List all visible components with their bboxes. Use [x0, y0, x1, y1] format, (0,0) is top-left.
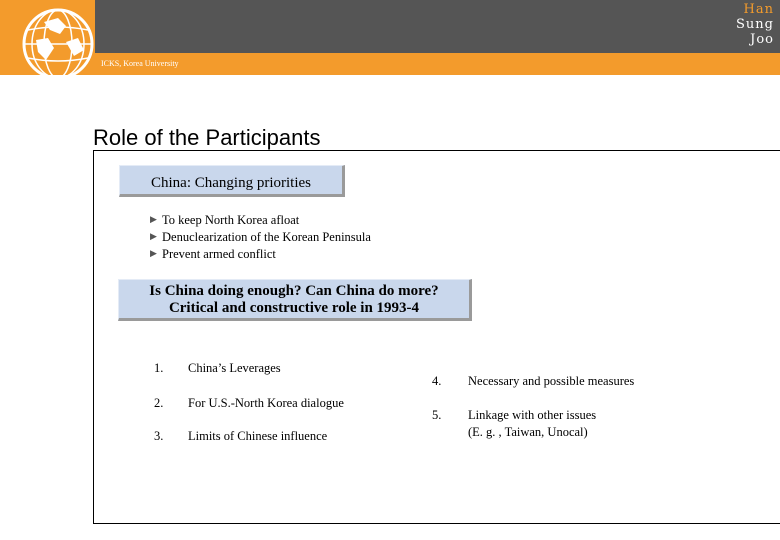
arrow-bullet-icon: ▶ — [150, 215, 157, 225]
org-label: ICKS, Korea University — [101, 59, 179, 68]
item-number: 4. — [432, 374, 442, 388]
author-line-2: Sung — [736, 17, 774, 32]
list-item — [150, 246, 371, 263]
arrow-bullet-icon: ▶ — [150, 249, 157, 259]
bullet-text: To keep North Korea afloat — [162, 213, 300, 227]
bullet-text: Prevent armed conflict — [162, 247, 276, 261]
item-number: 2. — [154, 396, 164, 410]
item-text: China’s Leverages — [188, 361, 281, 375]
item-text: Limits of Chinese influence — [188, 429, 328, 443]
item-text: For U.S.-North Korea dialogue — [188, 396, 344, 410]
item-text: Linkage with other issues — [468, 408, 597, 422]
question-line-1: Is China doing enough? Can China do more? — [149, 283, 439, 299]
author-name — [736, 2, 774, 47]
item-text: Necessary and possible measures — [468, 374, 635, 388]
question-line-2: Critical and constructive role in 1993-4 — [168, 300, 420, 316]
item-text-sub: (E. g. , Taiwan, Unocal) — [468, 425, 588, 439]
author-line-3: Joo — [750, 32, 774, 47]
content-frame — [93, 150, 780, 524]
globe-logo — [0, 0, 95, 75]
item-number: 1. — [154, 361, 164, 375]
author-line-1: Han — [743, 2, 774, 17]
list-item — [150, 229, 371, 246]
header-bar — [0, 0, 780, 53]
bullet-text: Denuclearization of the Korean Peninsula — [162, 230, 371, 244]
list-item — [150, 212, 371, 229]
question-box — [118, 279, 472, 321]
china-priorities-box: China: Changing priorities — [119, 165, 345, 197]
arrow-bullet-icon: ▶ — [150, 232, 157, 242]
item-number: 3. — [154, 429, 164, 443]
bullet-list — [150, 212, 371, 263]
slide-title: Role of the Participants — [93, 125, 321, 150]
sub-header-bar — [95, 53, 780, 75]
item-number: 5. — [432, 408, 442, 422]
